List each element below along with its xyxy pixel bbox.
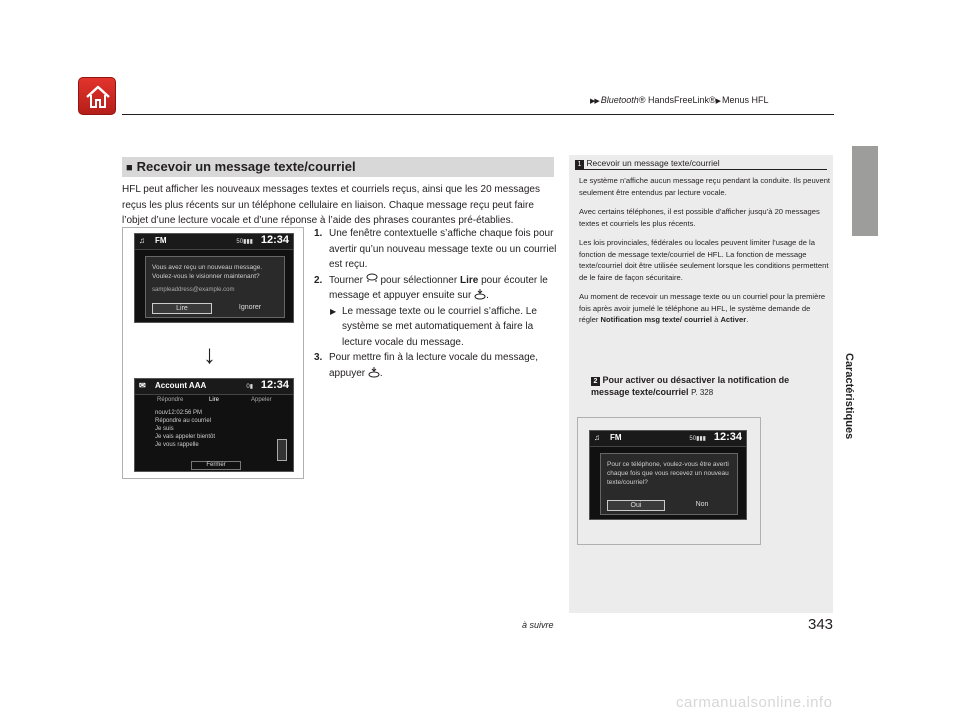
screen-source: FM (155, 236, 167, 245)
arrow-down-icon: ↓ (203, 339, 216, 369)
screen-account: Account AAA (155, 381, 207, 390)
message-line: Je suis (155, 426, 174, 432)
screen-notification-setting (589, 430, 747, 520)
message-line: Je vous rappelle (155, 442, 199, 448)
popup-sender: sampleaddress@example.com (152, 287, 235, 293)
note-marker-icon: 1 (575, 160, 584, 169)
sidebar-paragraph: Le système n’affiche aucun message reçu pendant la conduite. Ils peuvent seulement être entendus par lecture vocale. (579, 176, 831, 197)
popup-dialog (600, 453, 738, 515)
step-text: Tourner (329, 274, 363, 286)
section-header (122, 157, 554, 177)
tab-read[interactable]: Lire (209, 397, 220, 403)
signal-indicator: 50▮▮▮ (236, 239, 253, 245)
music-icon: ♫ (594, 433, 600, 442)
popup-text: Pour ce téléphone, voulez-vous être averti chaque fois que vous recevez un nouveau texte/courriel? (607, 461, 729, 486)
sidebar-paragraph: Avec certains téléphones, il est possible d’afficher jusqu’à 20 messages textes et courriels les plus récents. (579, 207, 820, 228)
step-2 (314, 273, 558, 304)
step-text: pour écouter le message et appuyer ensuite sur (329, 274, 548, 301)
sidebar-notes (569, 155, 833, 613)
message-line: Je vais appeler bientôt (155, 434, 216, 440)
yes-button[interactable]: Oui (607, 500, 665, 511)
interface-dial-icon (366, 273, 378, 284)
step-highlight: Lire (459, 274, 479, 286)
read-button[interactable]: Lire (152, 303, 212, 314)
press-dial-icon (474, 288, 486, 300)
section-title: Recevoir un message texte/courriel (136, 159, 356, 174)
xref-page[interactable]: P. 328 (691, 388, 714, 397)
popup-text: Vous avez reçu un nouveau message. Voulez-vous le visionner maintenant? (152, 264, 263, 280)
screen-message-view (134, 378, 294, 472)
breadcrumb-arrows: ▶▶ (590, 98, 599, 105)
result-arrow-icon: ▶ (330, 306, 337, 316)
continued-label: à suivre (522, 620, 554, 630)
mail-icon: ✉ (139, 381, 146, 390)
header-rule (122, 114, 834, 115)
message-body (155, 409, 271, 449)
xref-title[interactable]: Pour activer ou désactiver la notification de message texte/courriel (591, 375, 790, 397)
setting-value: Activer (720, 315, 747, 324)
step-2-result (314, 304, 558, 351)
sidebar-text: . (746, 315, 749, 324)
breadcrumb (590, 95, 769, 105)
step-number: 3. (314, 352, 323, 363)
screen-time: 12:34 (713, 431, 742, 443)
tab-reply[interactable]: Répondre (157, 397, 184, 403)
sidebar-text: Au moment de recevoir un message texte ou un courriel pour la première fois après avoir jumelé le téléphone au HFL, le système demande de régler (579, 292, 826, 324)
message-line: nouv12:02:56 PM (155, 410, 203, 416)
scroll-control[interactable] (277, 439, 287, 461)
watermark: carmanualsonline.info (676, 694, 833, 711)
setting-name: Notification msg texte/ courriel (600, 315, 712, 324)
cross-reference-link[interactable] (591, 374, 821, 399)
step-number: 1. (314, 228, 323, 239)
press-dial-icon (368, 366, 380, 378)
signal-indicator: 0▮ (246, 384, 253, 390)
steps-list (314, 226, 558, 381)
sidebar-body (579, 175, 831, 334)
step-number: 2. (314, 274, 323, 286)
step-text: Pour mettre fin à la lecture vocale du message, appuyer (329, 352, 538, 379)
home-button[interactable] (78, 77, 116, 115)
breadcrumb-bluetooth[interactable]: Bluetooth (600, 95, 639, 105)
intro-paragraph: HFL peut afficher les nouveaux messages textes et courriels reçus, ainsi que les 20 messages reçus les plus récents sur un téléphone cellulaire en liaison. Chaque message reçu peut faire l’objet d’une lecture vocale et d’une réponse à l’aide des phrases courantes pré-établies. (122, 184, 540, 226)
breadcrumb-hfl[interactable]: ® HandsFreeLink® (638, 95, 716, 105)
step-text: pour sélectionner (380, 274, 458, 286)
message-line: Répondre au courriel (155, 418, 212, 424)
popup-dialog (145, 256, 285, 318)
sidebar-title: Recevoir un message texte/courriel (586, 158, 720, 168)
sidebar-paragraph: Les lois provinciales, fédérales ou locales peuvent limiter l’usage de la fonction de message texte/courriel de HFL. La fonction de message texte/courriel doit être utilisée seulement lorsque les conditions permettent de le faire de façon sécuritaire. (579, 238, 829, 282)
result-text: Le message texte ou le courriel s’affiche. Le système se met automatiquement à faire la lecture vocale du message. (342, 305, 537, 348)
chapter-tab-marker[interactable] (852, 146, 878, 236)
step-3 (314, 350, 558, 381)
section-marker: ■ (126, 162, 133, 174)
page-number: 343 (808, 616, 834, 633)
step-1 (314, 226, 558, 273)
breadcrumb-menus-hfl[interactable]: Menus HFL (722, 95, 769, 105)
sidebar-paragraph (579, 291, 831, 326)
sidebar-rule (575, 169, 827, 170)
sidebar-text: à (714, 315, 719, 324)
music-icon: ♫ (139, 236, 145, 245)
screen-time: 12:34 (260, 379, 289, 391)
breadcrumb-arrow: ▶ (715, 98, 720, 105)
sidebar-heading (575, 158, 720, 169)
signal-indicator: 50▮▮▮ (689, 436, 706, 442)
close-button[interactable]: Fermer (191, 461, 241, 470)
screen-source: FM (610, 433, 622, 442)
step-text: Une fenêtre contextuelle s’affiche chaque fois pour avertir qu’un nouveau message texte ou un courriel est reçu. (329, 228, 557, 270)
tab-call[interactable]: Appeler (251, 397, 272, 403)
ignore-button[interactable]: Ignorer (238, 304, 262, 311)
screen-time: 12:34 (260, 234, 289, 246)
step-text: . (486, 290, 489, 301)
no-button[interactable]: Non (695, 501, 709, 508)
link-marker-icon: 2 (591, 377, 600, 386)
house-icon (84, 83, 112, 111)
screen-new-message-popup (134, 233, 294, 323)
step-text: . (379, 367, 383, 379)
chapter-tab-label: Caractéristiques (843, 353, 855, 440)
